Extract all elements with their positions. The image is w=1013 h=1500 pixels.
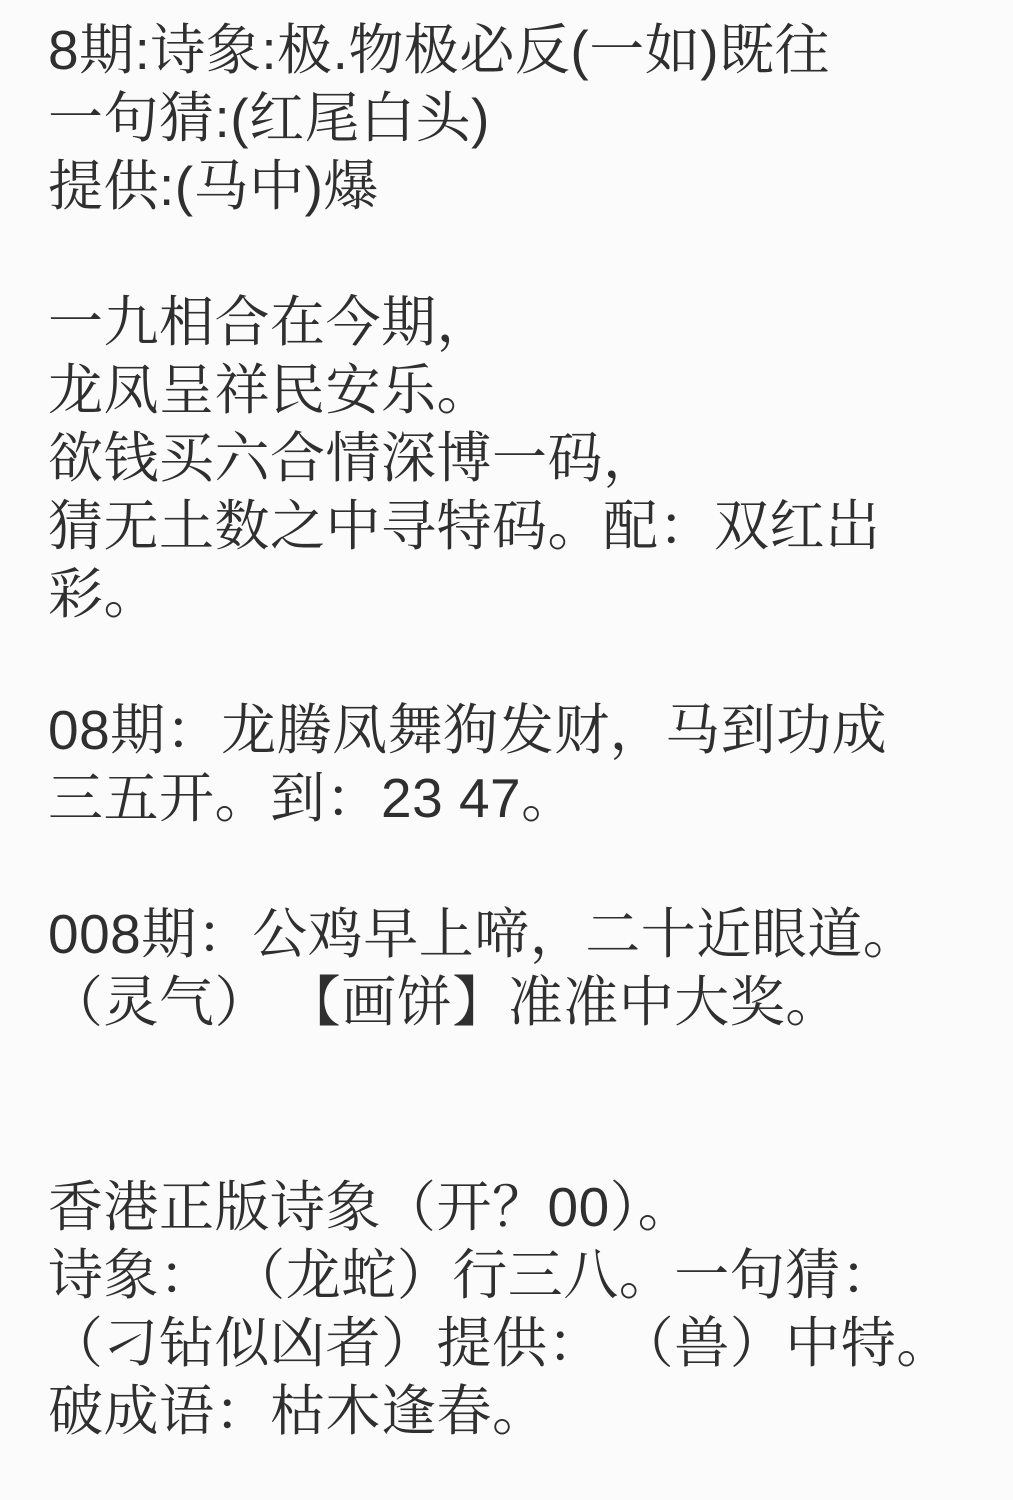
text-line: 欲钱买六合情深博一码，	[48, 427, 659, 489]
paragraph-block-poem-header	[48, 16, 973, 220]
text-line: （刁钻似凶者）提供： （兽）中特。	[48, 1312, 952, 1374]
text-line: 破成语：枯木逢春。	[48, 1380, 548, 1442]
text-line: 龙凤呈祥民安乐。	[48, 359, 493, 421]
paragraph-block-issue-008	[48, 900, 973, 1036]
paragraph-block-issue-08	[48, 696, 973, 832]
text-line: 一句猜:(红尾白头)	[48, 87, 490, 149]
text-line: （灵气） 【画饼】准准中大奖。	[48, 971, 841, 1033]
text-line: 香港正版诗象（开？00）。	[48, 1176, 694, 1238]
paragraph-block-verse	[48, 288, 973, 628]
text-line: 08期：龙腾凤舞狗发财，马到功成	[48, 699, 888, 761]
text-line: 008期：公鸡早上啼，二十近眼道。	[48, 903, 919, 965]
text-line: 诗象： （龙蛇）行三八。一句猜：	[48, 1244, 897, 1306]
text-line: 提供:(马中)爆	[48, 155, 379, 217]
paragraph-block-hk-edition	[48, 1173, 973, 1445]
text-line: 三五开。到：23 47。	[48, 767, 577, 829]
text-line: 一九相合在今期，	[48, 291, 493, 353]
text-line: 8期:诗象:极.物极必反(一如)既往	[48, 19, 831, 81]
text-line: 猜无土数之中寻特码。配：双红岀	[48, 495, 881, 557]
text-line: 彩。	[48, 563, 160, 625]
